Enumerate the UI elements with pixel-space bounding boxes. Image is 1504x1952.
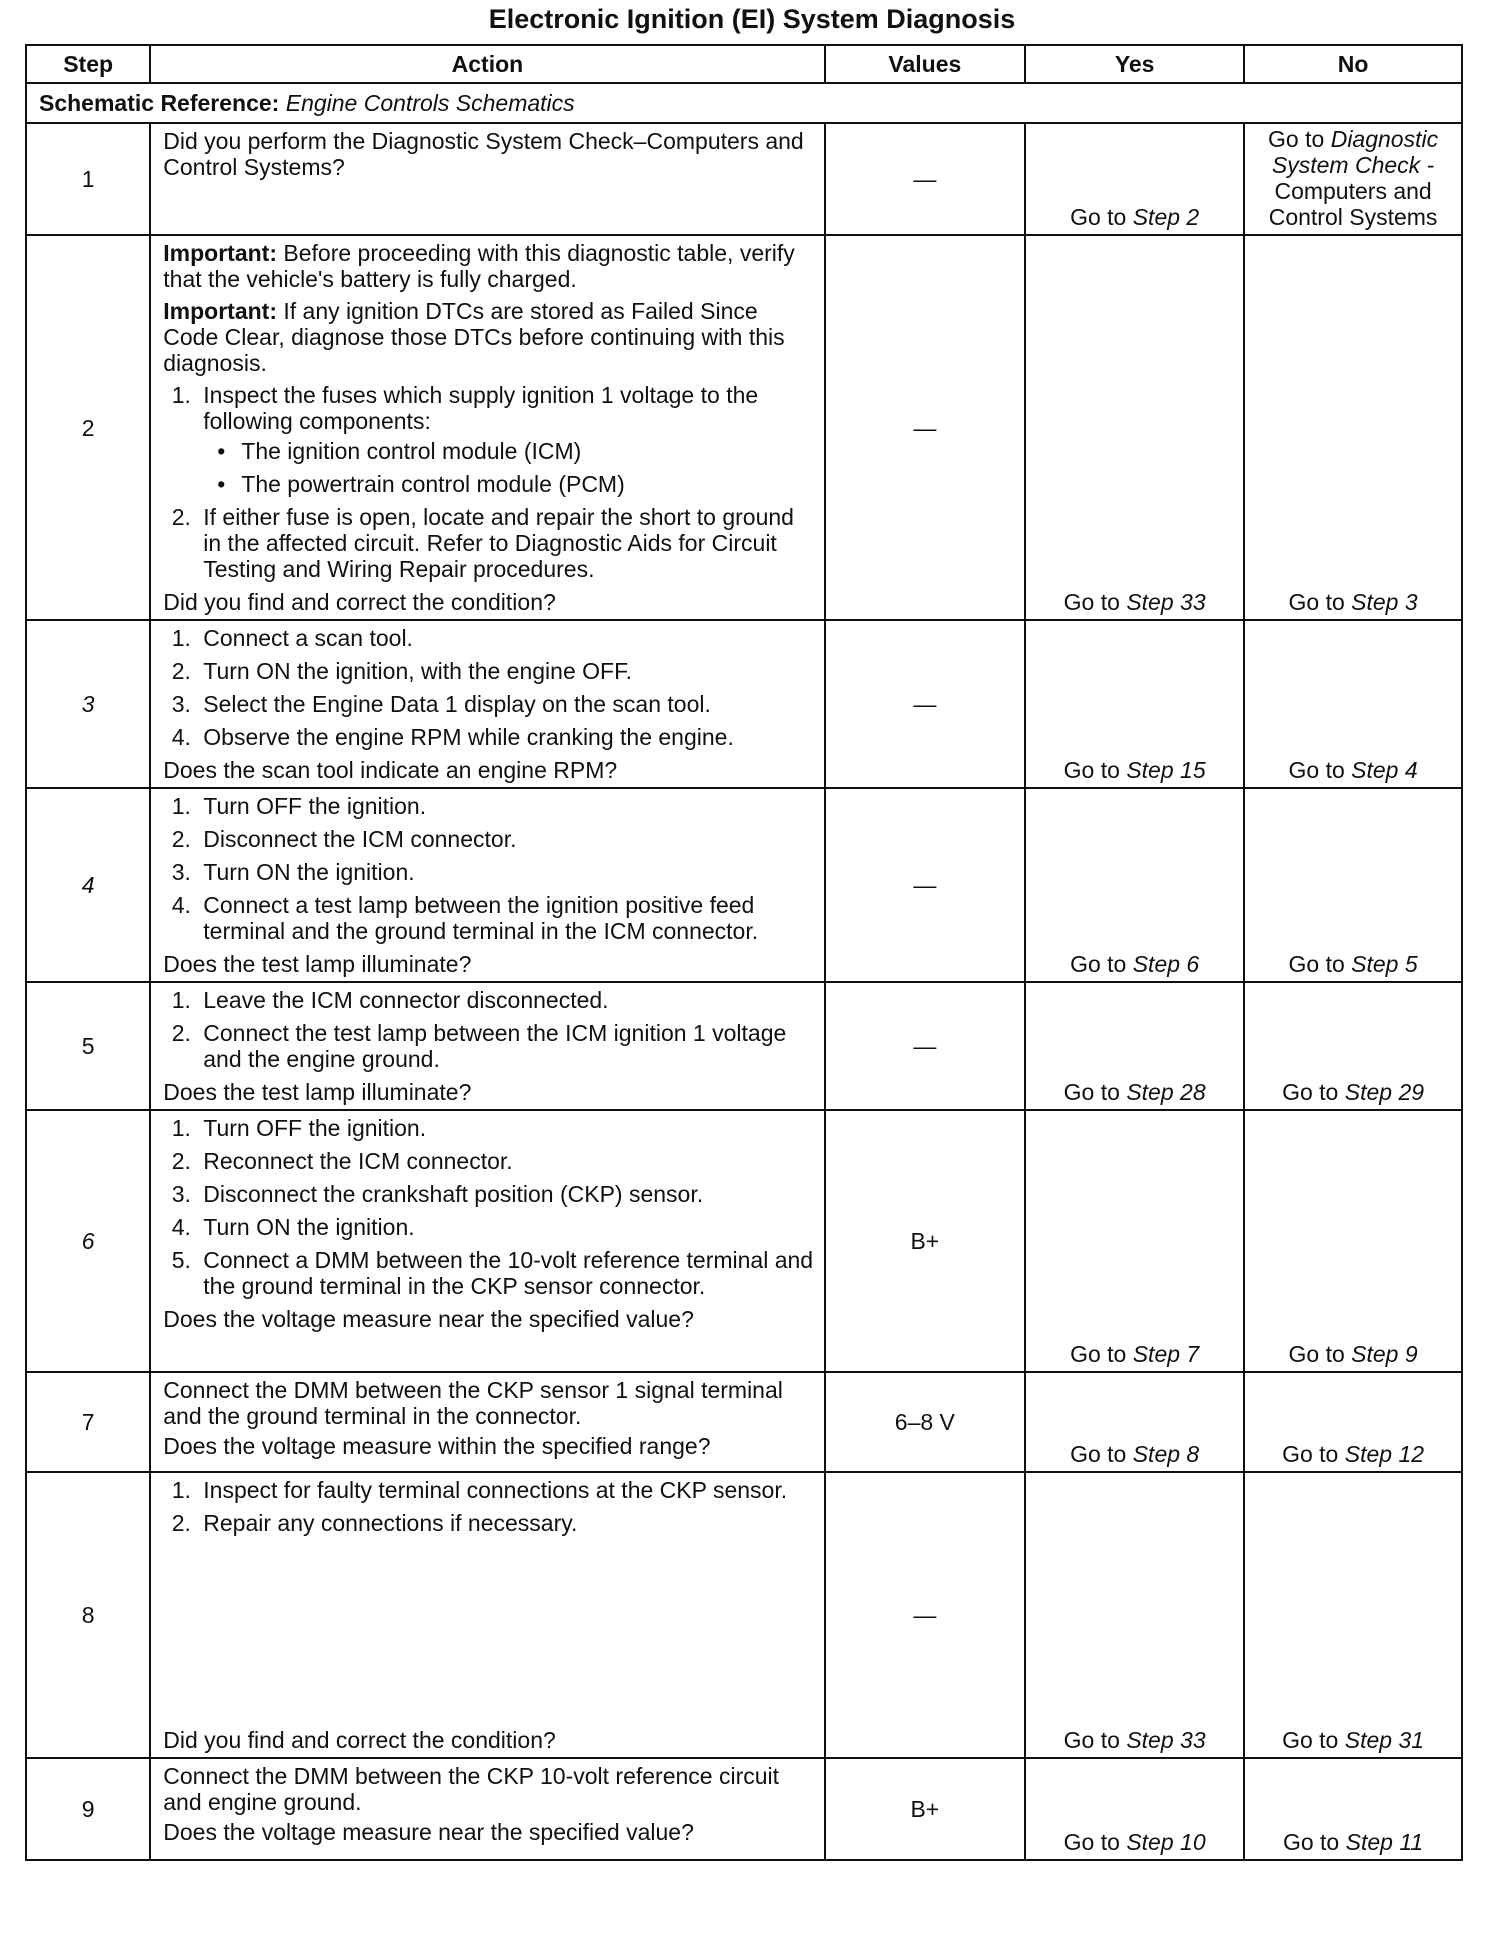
table-row [26, 235, 1462, 620]
list-item: 4. Turn ON the ignition. [197, 1214, 813, 1240]
yes-cell [1025, 982, 1244, 1110]
diagnosis-table [25, 44, 1463, 1861]
goto-prefix: Go to [1288, 589, 1345, 615]
value-cell: B+ [825, 1110, 1026, 1372]
list-item: 3. Disconnect the crankshaft position (CKP) sensor. [197, 1181, 813, 1207]
goto-prefix: Go to [1070, 951, 1127, 977]
page-title: Electronic Ignition (EI) System Diagnosis [488, 4, 1016, 34]
list-item: 1. Turn OFF the ignition. [197, 1115, 813, 1141]
question-text: Did you find and correct the condition? [163, 589, 556, 615]
list-item: 1. Inspect for faulty terminal connections at the CKP sensor. [197, 1477, 813, 1503]
list-item: 2. Turn ON the ignition, with the engine OFF. [197, 658, 813, 684]
action-text: Did you perform the Diagnostic System Check–Computers and Control Systems? [163, 128, 804, 180]
yes-step: Step 28 [1126, 1079, 1206, 1105]
procedure-list [163, 1477, 813, 1536]
list-item: 2. Disconnect the ICM connector. [197, 826, 813, 852]
action-cell [150, 1372, 824, 1472]
no-cell [1244, 788, 1462, 982]
goto-prefix: Go to [1070, 1441, 1127, 1467]
goto-prefix: Go to [1063, 1829, 1120, 1855]
no-cell [1244, 1110, 1462, 1372]
table-row [26, 788, 1462, 982]
list-item: 5. Connect a DMM between the 10-volt reference terminal and the ground terminal in the CKP sensor connector. [197, 1247, 813, 1299]
list-item: 4. Connect a test lamp between the ignition positive feed terminal and the ground terminal in the ICM connector. [197, 892, 813, 944]
procedure-list [163, 1115, 813, 1299]
goto-prefix: Go to [1282, 1829, 1340, 1855]
important-note [163, 298, 813, 376]
table-row [26, 620, 1462, 788]
yes-step: Step 33 [1126, 589, 1206, 615]
goto-prefix: Go to [1288, 1341, 1345, 1367]
no-cell [1244, 620, 1462, 788]
yes-cell [1025, 1758, 1244, 1860]
step-number: 9 [26, 1758, 150, 1860]
yes-step: Step 10 [1126, 1829, 1206, 1855]
value-cell: — [825, 788, 1026, 982]
procedure-list [163, 793, 813, 944]
list-item [197, 382, 813, 497]
no-step: Step 31 [1344, 1727, 1425, 1753]
goto-prefix: Go to [1070, 1341, 1127, 1367]
step-number: 1 [26, 123, 150, 235]
goto-prefix: Go to [1282, 1441, 1339, 1467]
yes-cell [1025, 1110, 1244, 1372]
important-label: Important: [163, 240, 277, 266]
yes-step: Step 2 [1132, 204, 1200, 230]
goto-prefix: Go to [1063, 1079, 1120, 1105]
value-cell: — [825, 982, 1026, 1110]
yes-step: Step 6 [1132, 951, 1200, 977]
header-yes: Yes [1025, 45, 1244, 83]
list-item: 2. If either fuse is open, locate and repair the short to ground in the affected circuit. Refer to Diagnostic Aids for Circuit Testing and Wiring Repair procedures. [197, 504, 813, 582]
table-row [26, 982, 1462, 1110]
value-cell: B+ [825, 1758, 1026, 1860]
action-cell [150, 982, 824, 1110]
schematic-reference [26, 83, 1462, 123]
action-text: Connect the DMM between the CKP sensor 1 signal terminal and the ground terminal in the connector. [163, 1377, 783, 1429]
list-item: 4. Observe the engine RPM while cranking the engine. [197, 724, 813, 750]
step-number: 6 [26, 1110, 150, 1372]
important-text: Before proceeding with this diagnostic table, verify that the vehicle's battery is fully charged. [163, 240, 795, 292]
value-cell: 6–8 V [825, 1372, 1026, 1472]
schematic-label: Schematic Reference: [39, 90, 280, 116]
value-cell: — [825, 1472, 1026, 1758]
yes-step: Step 7 [1132, 1341, 1200, 1367]
header-values: Values [825, 45, 1026, 83]
question-text: Does the voltage measure within the specified range? [163, 1433, 711, 1459]
value-cell: — [825, 620, 1026, 788]
header-action: Action [150, 45, 824, 83]
yes-cell [1025, 1472, 1244, 1758]
action-cell [150, 1758, 824, 1860]
no-step: Step 11 [1345, 1829, 1424, 1855]
no-cell [1244, 235, 1462, 620]
goto-prefix: Go to [1063, 1727, 1120, 1753]
list-item: 2. Connect the test lamp between the ICM ignition 1 voltage and the engine ground. [197, 1020, 813, 1072]
list-item: 1. Leave the ICM connector disconnected. [197, 987, 813, 1013]
important-text: If any ignition DTCs are stored as Failed Since Code Clear, diagnose those DTCs before continuing with this diagnosis. [163, 298, 785, 376]
procedure-list [163, 625, 813, 750]
goto-prefix: Go to [1063, 589, 1120, 615]
bullet-list [203, 438, 813, 497]
table-row [26, 1372, 1462, 1472]
action-cell [150, 788, 824, 982]
table-row [26, 1110, 1462, 1372]
no-step: Step 29 [1344, 1079, 1425, 1105]
table-row [26, 1472, 1462, 1758]
list-item: 3. Turn ON the ignition. [197, 859, 813, 885]
yes-step: Step 8 [1132, 1441, 1200, 1467]
step-number: 3 [26, 620, 150, 788]
step-number: 8 [26, 1472, 150, 1758]
important-note [163, 240, 813, 292]
yes-cell [1025, 788, 1244, 982]
action-cell [150, 1110, 824, 1372]
important-label: Important: [163, 298, 277, 324]
no-cell [1244, 1372, 1462, 1472]
value-cell: — [825, 123, 1026, 235]
step-number: 4 [26, 788, 150, 982]
header-step: Step [26, 45, 150, 83]
question-text: Does the scan tool indicate an engine RPM? [163, 757, 618, 783]
action-cell [150, 123, 824, 235]
no-rest: Computers and Control Systems [1268, 178, 1438, 230]
action-text: Connect the DMM between the CKP 10-volt reference circuit and engine ground. [163, 1763, 780, 1815]
goto-prefix: Go to [1288, 951, 1345, 977]
goto-prefix: Go to [1070, 204, 1127, 230]
no-cell [1244, 1758, 1462, 1860]
action-cell [150, 620, 824, 788]
no-cell [1244, 982, 1462, 1110]
schematic-value: Engine Controls Schematics [285, 90, 575, 116]
procedure-list [163, 382, 813, 582]
procedure-list [163, 987, 813, 1072]
goto-prefix: Go to [1268, 126, 1325, 152]
goto-prefix: Go to [1288, 757, 1345, 783]
list-item: 1. Turn OFF the ignition. [197, 793, 813, 819]
action-cell [150, 235, 824, 620]
step-number: 2 [26, 235, 150, 620]
table-row [26, 123, 1462, 235]
question-text: Does the test lamp illuminate? [163, 951, 472, 977]
goto-prefix: Go to [1282, 1727, 1339, 1753]
no-step: Step 3 [1351, 589, 1418, 615]
list-item-text: Inspect the fuses which supply ignition 1 voltage to the following components: [203, 382, 759, 434]
yes-cell [1025, 1372, 1244, 1472]
goto-prefix: Go to [1282, 1079, 1339, 1105]
step-number: 5 [26, 982, 150, 1110]
bullet-item: • The ignition control module (ICM) [235, 438, 813, 464]
goto-prefix: Go to [1063, 757, 1120, 783]
question-text: Does the voltage measure near the specified value? [163, 1306, 694, 1332]
yes-step: Step 15 [1126, 757, 1206, 783]
question-text: Does the voltage measure near the specified value? [163, 1819, 694, 1845]
yes-cell [1025, 123, 1244, 235]
list-item: 1. Connect a scan tool. [197, 625, 813, 651]
list-item: 3. Select the Engine Data 1 display on the scan tool. [197, 691, 813, 717]
no-step: Step 4 [1351, 757, 1418, 783]
list-item: 2. Reconnect the ICM connector. [197, 1148, 813, 1174]
action-cell [150, 1472, 824, 1758]
yes-step: Step 33 [1126, 1727, 1206, 1753]
yes-cell [1025, 620, 1244, 788]
yes-cell [1025, 235, 1244, 620]
no-cell [1244, 123, 1462, 235]
bullet-item: • The powertrain control module (PCM) [235, 471, 813, 497]
list-item: 2. Repair any connections if necessary. [197, 1510, 813, 1536]
schematic-row [26, 83, 1462, 123]
header-no: No [1244, 45, 1462, 83]
value-cell: — [825, 235, 1026, 620]
header-row [26, 45, 1462, 83]
table-row [26, 1758, 1462, 1860]
no-step: Step 9 [1351, 1341, 1418, 1367]
no-step: Step 5 [1351, 951, 1418, 977]
question-text: Did you find and correct the condition? [163, 1727, 556, 1753]
no-step: Diagnostic System Check - [1271, 126, 1439, 178]
no-step: Step 12 [1344, 1441, 1425, 1467]
step-number: 7 [26, 1372, 150, 1472]
question-text: Does the test lamp illuminate? [163, 1079, 472, 1105]
no-cell [1244, 1472, 1462, 1758]
